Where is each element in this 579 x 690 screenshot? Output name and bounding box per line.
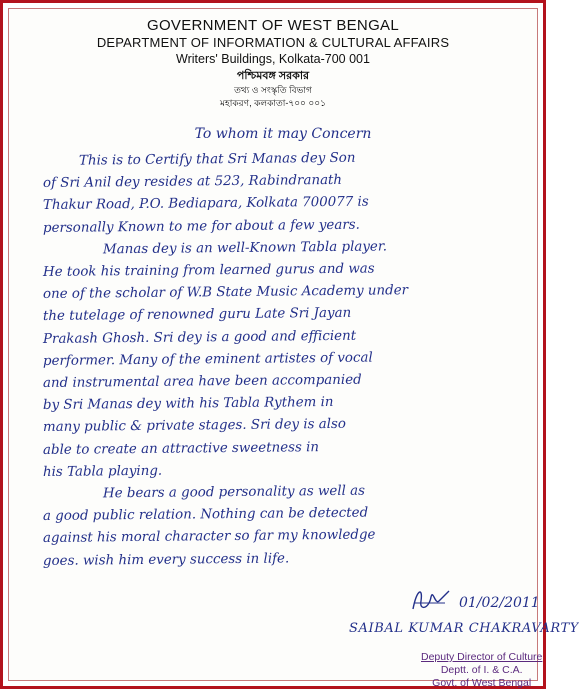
letter-body: [43, 151, 408, 573]
letter-line: Thakur Road, P.O. Bediapara, Kolkata 700077 is: [42, 194, 369, 214]
salutation: To whom it may Concern: [194, 126, 372, 142]
letterhead-bengali-department: তথ্য ও সংস্কৃতি বিভাগ: [234, 85, 312, 95]
letterhead-address: Writers' Buildings, Kolkata-700 001: [176, 52, 370, 66]
letter-line: Manas dey is an well-Known Tabla player.: [102, 239, 388, 258]
letter-line: performer. Many of the eminent artistes of vocal: [42, 350, 373, 369]
letter-line: This is to Certify that Sri Manas dey Son: [78, 150, 356, 169]
letter-line: goes. wish him every success in life.: [42, 551, 290, 569]
letter-line: a good public relation. Nothing can be detected: [42, 505, 369, 525]
letter-line: personally Known to me for about a few years.: [42, 217, 360, 236]
letterhead: [9, 17, 537, 110]
letterhead-department: DEPARTMENT OF INFORMATION & CULTURAL AFFAIRS: [96, 35, 450, 50]
letter-line: by Sri Manas dey with his Tabla Rythem in: [42, 395, 334, 414]
stamp-department: Deptt. of I. & C.A.: [440, 664, 523, 676]
letterhead-bengali-government: পশ্চিমবঙ্গ সরকার: [236, 70, 310, 82]
letterhead-bengali-address: মহাকরণ, কলকাতা-৭০০ ০০১: [220, 98, 326, 108]
letter-line: and instrumental area have been accompanied: [42, 372, 362, 392]
official-stamp: [421, 651, 542, 690]
signatory-name: SAIBAL KUMAR CHAKRAVARTY: [349, 621, 579, 636]
letter-line: one of the scholar of W.B State Music Academy under: [42, 283, 409, 303]
signature-scribble: [409, 585, 453, 615]
letter-line: many public & private stages. Sri dey is also: [42, 417, 346, 436]
letterhead-government: GOVERNMENT OF WEST BENGAL: [147, 17, 399, 34]
letter-line: He took his training from learned gurus and was: [42, 261, 375, 281]
letter-line: able to create an attractive sweetness in: [42, 439, 320, 458]
letter-line: of Sri Anil dey resides at 523, Rabindranath: [42, 173, 343, 192]
letter-line: He bears a good personality as well as: [102, 483, 366, 502]
stamp-government: Govt. of West Bengal: [432, 677, 532, 689]
letter-line: Prakash Ghosh. Sri dey is a good and efficient: [42, 328, 357, 347]
document-page: [8, 8, 579, 689]
letter-line: his Tabla playing.: [42, 463, 163, 480]
stamp-title: Deputy Director of Culture: [421, 651, 543, 663]
letter-line: against his moral character so far my knowledge: [42, 527, 376, 547]
letter-line: the tutelage of renowned guru Late Sri Jayan: [42, 306, 352, 325]
signature-date: 01/02/2011: [459, 595, 540, 611]
